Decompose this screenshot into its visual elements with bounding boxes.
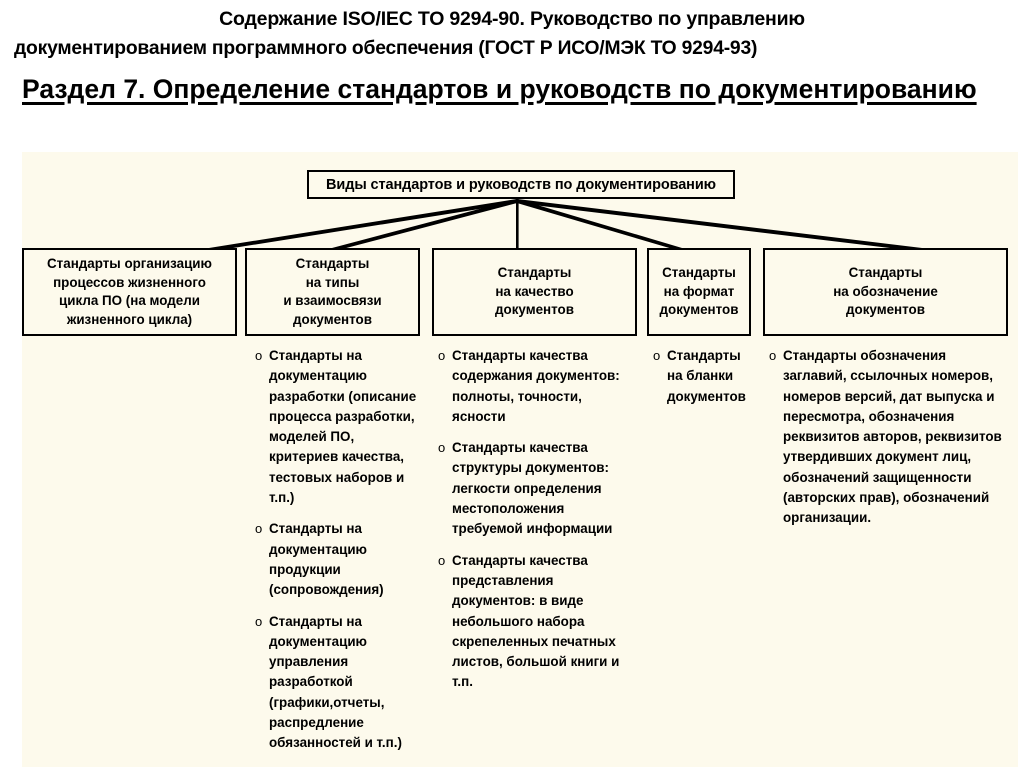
- bullet-list-quality: [436, 346, 637, 693]
- category-line: Стандарты организацию: [47, 256, 212, 271]
- list-item: [253, 612, 420, 754]
- column-quality: [432, 248, 637, 704]
- root-node-label: Виды стандартов и руководств по документированию: [326, 176, 716, 193]
- category-line: и взаимосвязи: [283, 293, 382, 308]
- list-item: [436, 551, 637, 693]
- bullet-icon: o: [438, 440, 446, 456]
- list-item-text: Стандарты качества представления документов: в виде небольшого набора скрепеленных печатных листов, большой книги и т.п.: [452, 552, 620, 690]
- category-line: жизненного цикла): [66, 311, 193, 327]
- column-spacer: [22, 336, 237, 337]
- column-designation: [763, 248, 1008, 540]
- category-line: на качество: [495, 283, 574, 299]
- bullet-icon: o: [653, 348, 661, 363]
- bullet-list-designation: [767, 346, 1008, 529]
- diagram-panel: [22, 152, 1018, 767]
- category-line: на типы: [305, 274, 360, 290]
- bullet-icon: o: [438, 552, 446, 568]
- list-item-text: Стандарты качества структуры документов: легкости определения местоположения требуемой информации: [452, 440, 613, 537]
- category-line: документов: [495, 302, 574, 318]
- category-line: документов: [293, 311, 372, 327]
- category-box-format: [647, 248, 751, 336]
- category-line: на формат: [663, 283, 735, 299]
- category-line: Стандарты: [497, 265, 572, 281]
- category-line: цикла ПО (на модели: [59, 293, 200, 308]
- subtitle-line-2: документированием программного обеспечения (ГОСТ Р ИСО/МЭК ТО 9294-93): [14, 38, 758, 59]
- list-item-text: Стандарты обозначения заглавий, ссылочных номеров, номеров версий, дат выпуска и пересмотра, обозначения реквизитов авторов, реквизитов утвердивших документ лиц, обозначений защищенности (авторских прав), обозначений организации.: [783, 348, 1002, 526]
- list-item: [253, 346, 420, 508]
- category-box-designation: [763, 248, 1008, 336]
- list-item: [651, 346, 751, 407]
- column-lifecycle: [22, 248, 237, 337]
- list-item: [436, 438, 637, 539]
- bullet-icon: o: [255, 613, 263, 629]
- column-types: [245, 248, 420, 765]
- category-line: документов: [846, 302, 925, 318]
- page-title: [8, 70, 1016, 109]
- root-node: [307, 170, 735, 199]
- list-item-text: Стандарты качества содержания документов: полноты, точности, ясности: [452, 348, 620, 424]
- list-item: [253, 519, 420, 600]
- category-box-types: [245, 248, 420, 336]
- bullet-icon: o: [255, 521, 263, 537]
- bullet-icon: o: [255, 348, 263, 363]
- slide-header: [0, 0, 1024, 109]
- category-line: Стандарты: [295, 256, 370, 271]
- category-columns: [22, 248, 1018, 765]
- list-item-text: Стандарты на документацию управления разработкой (графики,отчеты, распредление обязанностей и т.п.): [269, 613, 402, 751]
- list-item-text: Стандарты на документацию разработки (описание процесса разработки, моделей ПО, критериев качества, тестовых наборов и т.п.): [269, 348, 417, 506]
- category-line: документов: [659, 302, 739, 318]
- list-item-text: Стандарты на бланки документов: [667, 348, 746, 404]
- list-item: [436, 346, 637, 427]
- bullet-icon: o: [438, 348, 446, 363]
- list-item: [767, 346, 1008, 529]
- category-line: на обозначение: [833, 283, 938, 299]
- bullet-icon: o: [769, 348, 777, 363]
- category-line: процессов жизненного: [53, 274, 206, 290]
- bullet-list-types: [253, 346, 420, 754]
- category-line: Стандарты: [848, 265, 923, 281]
- section-title-text: Раздел 7. Определение стандартов и руководств по документированию: [22, 74, 977, 104]
- category-box-lifecycle: [22, 248, 237, 336]
- subtitle-line-1: Содержание ISO/IEC TO 9294-90. Руководство по управлению: [219, 8, 805, 30]
- column-format: [647, 248, 751, 418]
- list-item-text: Стандарты на документацию продукции (сопровождения): [269, 521, 384, 598]
- category-box-quality: [432, 248, 637, 336]
- category-line: Стандарты: [662, 265, 736, 281]
- bullet-list-format: [651, 346, 751, 407]
